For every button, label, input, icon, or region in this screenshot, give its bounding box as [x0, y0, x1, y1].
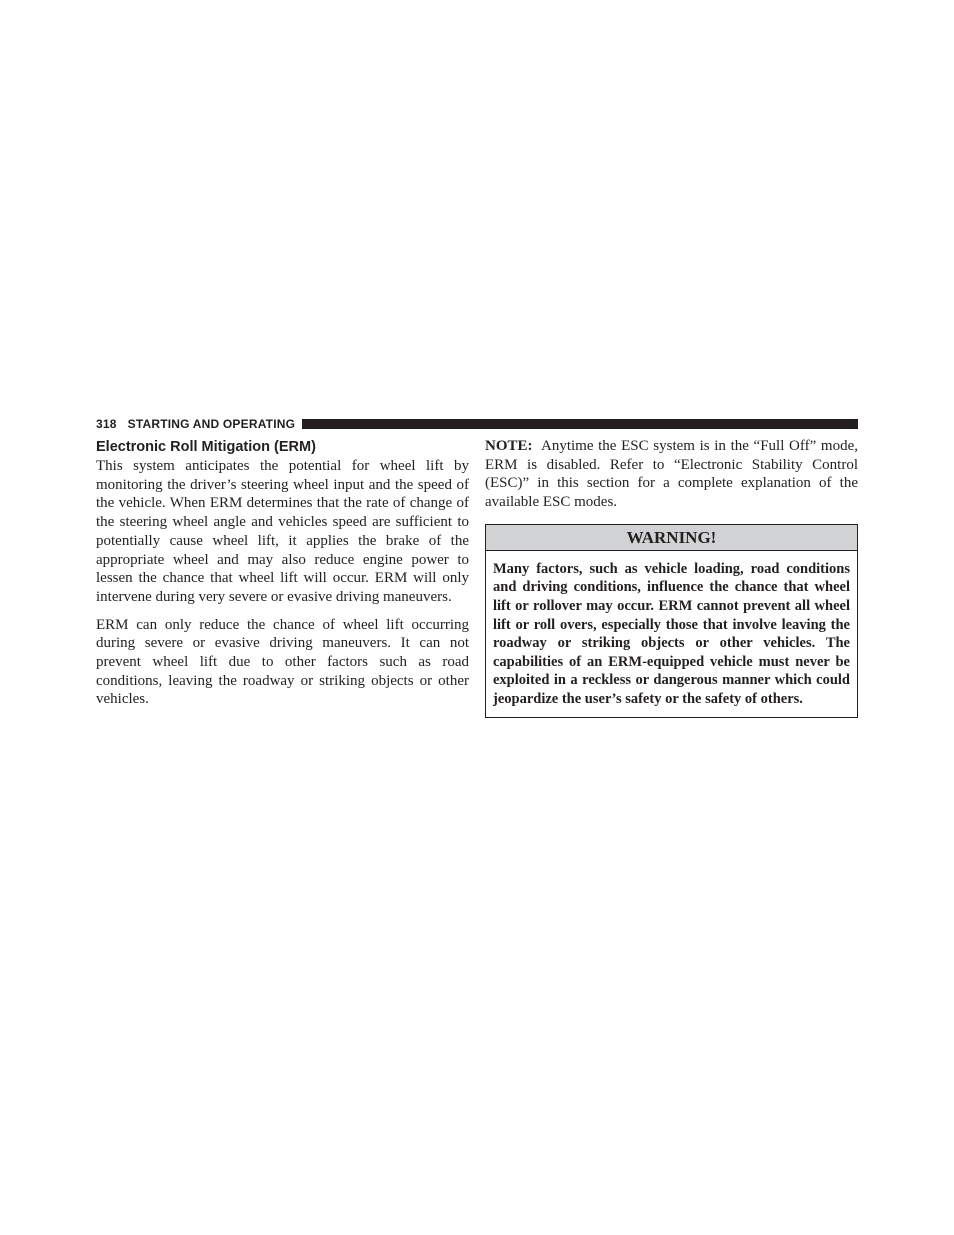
- section-title: STARTING AND OPERATING: [127, 417, 296, 431]
- right-column: [485, 437, 858, 718]
- body-paragraph: ERM can only reduce the chance of wheel lift occurring during severe or evasive driving maneuvers. It can not prevent wheel lift due to other factors such as road conditions, leaving the roadway or striking objects or other vehicles.: [96, 616, 469, 708]
- note-paragraph: [485, 437, 858, 512]
- page-header: [96, 417, 858, 431]
- note-text: Anytime the ESC system is in the “Full Off” mode, ERM is disabled. Refer to “Electronic Stability Control (ESC)” in this section for a complete explanation of the available ESC modes.: [485, 438, 858, 511]
- body-paragraph: This system anticipates the potential for wheel lift by monitoring the driver’s steering wheel input and the speed of the vehicle. When ERM determines that the rate of change of the steering wheel angle and vehicles speed are sufficient to potentially cause wheel lift, it applies the brake of the appropriate wheel and may also reduce engine power to lessen the chance that wheel lift will occur. ERM will only intervene during very severe or evasive driving maneuvers.: [96, 458, 469, 605]
- header-rule: [302, 419, 858, 429]
- section-heading: Electronic Roll Mitigation (ERM): [96, 439, 316, 455]
- page-number: 318: [96, 417, 117, 431]
- warning-box: [485, 524, 858, 718]
- warning-text: Many factors, such as vehicle loading, road conditions and driving conditions, influence the chance that wheel lift or rollover may occur. ERM cannot prevent all wheel lift or roll overs, especially those that involve leaving the roadway or striking objects or other vehicles. The capabilities of an ERM-equipped vehicle must never be exploited in a reckless or dangerous manner which could jeopardize the user’s safety or the safety of others.: [493, 560, 850, 707]
- warning-title: WARNING!: [486, 525, 857, 551]
- note-label: NOTE:: [485, 438, 533, 454]
- left-column: [96, 437, 469, 709]
